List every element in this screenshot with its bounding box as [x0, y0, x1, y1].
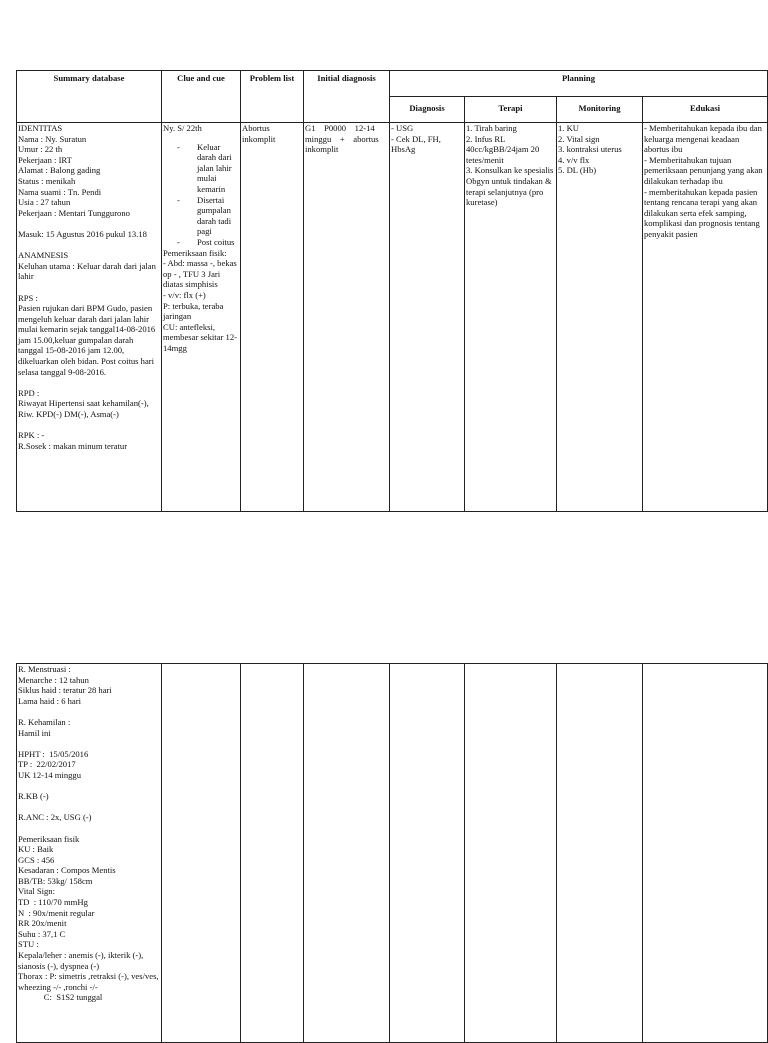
- summary-database-cell: IDENTITAS Nama : Ny. Suratun Umur : 22 th Pekerjaan : IRT Alamat : Balong gading Status : menikah Nama suami : Tn. Pendi Usia : 27 tahun Pekerjaan : Mentari Tunggurono Masuk: 15 Agustus 2016 pukul 13.18 ANAMNESIS Keluhan utama : Keluar darah dari jalan lahir RPS : Pasien rujukan dari BPM Gudo, pasien mengeluh keluar darah dari jalan lahir mulai kemarin sejak tanggal14-08-2016 jam 15.00,keluar gumpalan darah tanggal 15-08-2016 jam 12.00, dikeluarkan oleh bidan. Post coitus hari selasa tanggal 9-08-2016. RPD : Riwayat Hipertensi saat kehamilan(-), Riw. KPD(-) DM(-), Asma(-) RPK : - R.Sosek : makan minum teratur: [17, 123, 162, 512]
- clue-item: - Keluar darah dari jalan lahir mulai kemarin: [177, 142, 239, 195]
- planning-terapi-cell-empty: [465, 664, 557, 1043]
- header-summary-database: Summary database: [17, 71, 162, 123]
- problem-list-cell-empty: [241, 664, 304, 1043]
- clue-list: [163, 142, 239, 248]
- clue-item: - Post coitus: [177, 237, 239, 248]
- header-edukasi: Edukasi: [643, 97, 768, 123]
- initial-diagnosis-cell: [304, 123, 390, 512]
- clue-and-cue-cell-empty: [162, 664, 241, 1043]
- clue-and-cue-cell: [162, 123, 241, 512]
- planning-terapi-cell: 1. Tirah baring 2. Infus RL 40cc/kgBB/24jam 20 tetes/menit 3. Konsulkan ke spesialis Obgyn untuk tindakan & terapi selanjutnya (pro kuretase): [465, 123, 557, 512]
- initial-diagnosis-line: G1 P0000 12-14: [305, 123, 375, 133]
- assessment-table-page-1: [16, 70, 768, 512]
- header-terapi: Terapi: [465, 97, 557, 123]
- clue-patient: Ny. S/ 22th: [163, 123, 202, 133]
- header-planning: Planning: [390, 71, 768, 97]
- summary-database-cell-continued: R. Menstruasi : Menarche : 12 tahun Siklus haid : teratur 28 hari Lama haid : 6 hari R. Kehamilan : Hamil ini HPHT : 15/05/2016 TP : 22/02/2017 UK 12-14 minggu R.KB (-) R.ANC : 2x, USG (-) Pemeriksaan fisik KU : Baik GCS : 456 Kesadaran : Compos Mentis BB/TB: 53kg/ 158cm Vital Sign: TD : 110/70 mmHg N : 90x/menit regular RR 20x/menit Suhu : 37,1 C STU : Kepala/leher : anemis (-), ikterik (-), sianosis (-), dyspnea (-) Thorax : P: simetris ,retraksi (-), ves/ves, wheezing -/- ,ronchi -/- C: S1S2 tunggal: [17, 664, 162, 1043]
- header-clue-and-cue: Clue and cue: [162, 71, 241, 123]
- planning-edukasi-cell: - Memberitahukan kepada ibu dan keluarga mengenai keadaan abortus ibu - Memberitahukan tujuan pemeriksaan penunjang yang akan dilakukan terhadap ibu - memberitahukan kepada pasien tentang rencana terapi yang akan dilakukan serta efek samping, komplikasi dan prognosis tentang penyakit pasien: [643, 123, 768, 512]
- header-initial-diagnosis: Initial diagnosis: [304, 71, 390, 123]
- header-monitoring: Monitoring: [557, 97, 643, 123]
- header-problem-list: Problem list: [241, 71, 304, 123]
- problem-list-cell: Abortus inkomplit: [241, 123, 304, 512]
- planning-monitoring-cell: 1. KU 2. Vital sign 3. kontraksi uterus 4. v/v flx 5. DL (Hb): [557, 123, 643, 512]
- initial-diagnosis-line: inkomplit: [305, 144, 339, 155]
- initial-diagnosis-line: minggu + abortus: [305, 133, 379, 144]
- planning-diagnosis-cell-empty: [390, 664, 465, 1043]
- planning-monitoring-cell-empty: [557, 664, 643, 1043]
- clue-physical-exam: Pemeriksaan fisik: - Abd: massa -, bekas op - , TFU 3 Jari diatas simphisis - v/v: flx (+) P: terbuka, teraba jaringan CU: antefleksi, membesar sekitar 12-14mgg: [163, 247, 237, 353]
- initial-diagnosis-cell-empty: [304, 664, 390, 1043]
- planning-edukasi-cell-empty: [643, 664, 768, 1043]
- header-diagnosis: Diagnosis: [390, 97, 465, 123]
- planning-diagnosis-cell: - USG - Cek DL, FH, HbsAg: [390, 123, 465, 512]
- assessment-table-page-2: [16, 663, 768, 1043]
- clue-item: - Disertai gumpalan darah tadi pagi: [177, 195, 239, 237]
